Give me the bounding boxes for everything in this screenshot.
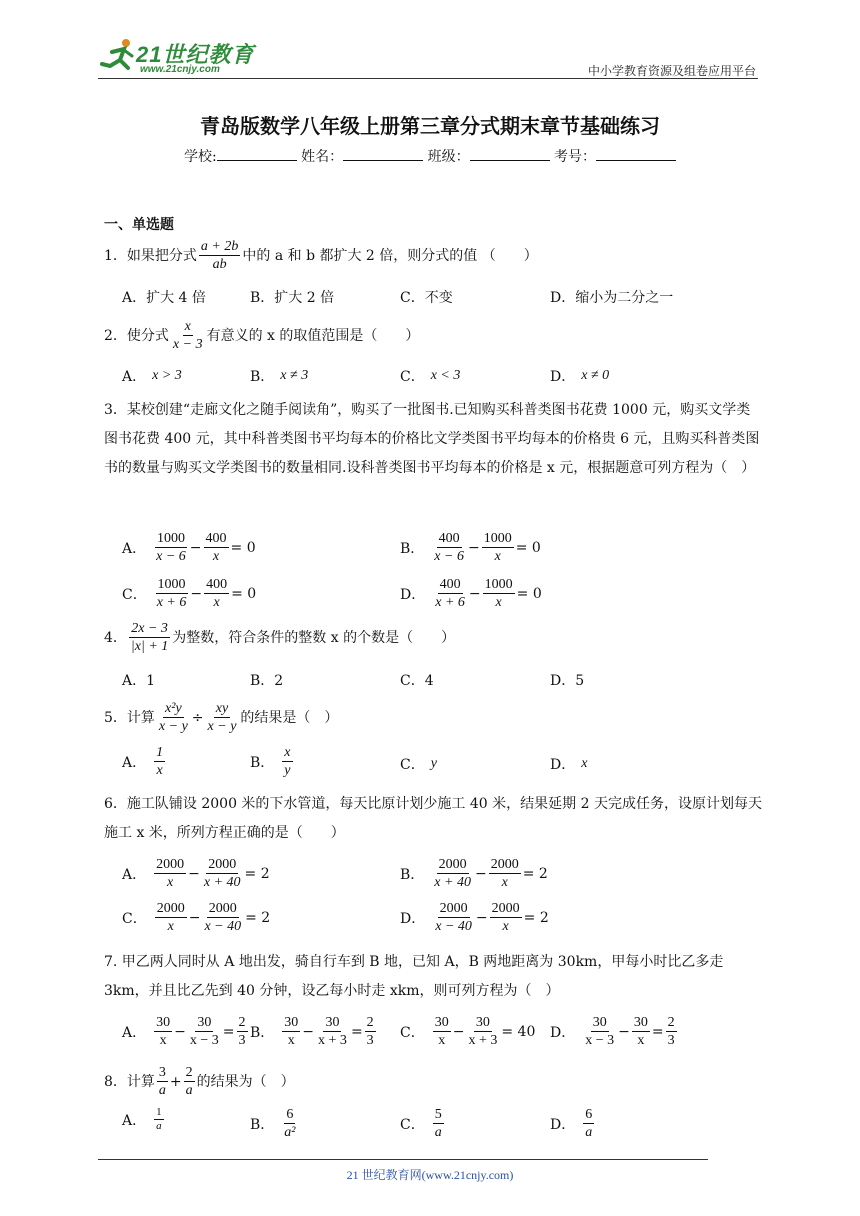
q4-fraction: $\frac{2x - 3}{|x| + 1}$ <box>130 621 169 654</box>
q5-option-a[interactable]: A． $\frac{1}{x}$ <box>122 745 164 778</box>
exam-no-blank[interactable] <box>596 146 676 161</box>
q3-option-b[interactable]: B． $\frac{400}{x - 6}$ − $\frac{1000}{x}$ = 0 <box>400 531 541 564</box>
page-title: 青岛版数学八年级上册第三章分式期末章节基础练习 <box>200 114 660 138</box>
student-info-line <box>0 146 860 166</box>
section-heading: 一、单选题 <box>104 217 174 233</box>
q5-option-d[interactable]: D． x <box>550 756 588 773</box>
logo-url: www.21cnjy.com <box>140 64 220 75</box>
q8-option-b[interactable]: B． $\frac{6}{\text{a²}}$ <box>250 1107 296 1140</box>
logo <box>98 34 258 78</box>
class-blank[interactable] <box>470 146 550 161</box>
school-blank[interactable] <box>217 146 297 161</box>
q1-option-b[interactable]: B．扩大 2 倍 <box>250 290 335 306</box>
question-6: 6．施工队铺设 2000 米的下水管道，每天比原计划少施工 40 米，结果延期 2 天完成任务，设原计划每天施工 x 米，所列方程正确的是（ ） <box>104 796 762 841</box>
q2-option-b[interactable]: B． x ≠ 3 <box>250 368 309 385</box>
q7-option-b[interactable]: B． $\frac{30}{x}$ − $\frac{30}{x + 3}$ = $\frac{2}{3}$ <box>250 1015 374 1048</box>
q4-option-c[interactable]: C．4 <box>400 673 434 689</box>
name-label: 姓名： <box>301 149 344 165</box>
question-4: 4． $\frac{2x - 3}{|x| + 1}$ 为整数，符合条件的整数 x 的个数是（ ） <box>104 621 456 654</box>
q1-option-c[interactable]: C．不变 <box>400 290 453 306</box>
q7-option-d[interactable]: D． $\frac{30}{x - 3}$ − $\frac{30}{x}$ = $\frac{2}{3}$ <box>550 1015 675 1048</box>
q3-option-a[interactable]: A． $\frac{1000}{x - 6}$ − $\frac{400}{x}$ = 0 <box>122 531 256 564</box>
q1-option-d[interactable]: D．缩小为二分之一 <box>550 290 674 306</box>
q4-option-b[interactable]: B．2 <box>250 673 284 689</box>
q8-option-c[interactable]: C． $\frac{5}{a}$ <box>400 1107 442 1140</box>
footer-text[interactable]: 21 世纪教育网(www.21cnjy.com) <box>346 1168 514 1182</box>
q7-option-c[interactable]: C． $\frac{30}{x}$ − $\frac{30}{x + 3}$ = 40 <box>400 1015 536 1048</box>
q6-option-d[interactable]: D． $\frac{2000}{x - 40}$ − $\frac{2000}{x}$ = 2 <box>400 901 549 934</box>
q8-option-d[interactable]: D． $\frac{6}{a}$ <box>550 1107 593 1140</box>
q4-option-d[interactable]: D．5 <box>550 673 585 689</box>
question-3: 3．某校创建“走廊文化之随手阅读角”，购买了一批图书.已知购买科普类图书花费 1000 元，购买文学类图书花费 400 元，其中科普类图书平均每本的价格比文学类图书平均每本的价格贵 6 元，且购买科普类图书的数量与购买文学类图书的数量相同.设科普类图书平均每本的价格是 x 元，根据题意可列方程为（ ） <box>104 402 760 476</box>
q8-option-a[interactable]: A． $\frac{1}{a}$ <box>122 1106 162 1132</box>
q1-option-a[interactable]: A．扩大 4 倍 <box>122 290 206 306</box>
name-blank[interactable] <box>343 146 423 161</box>
footer-rule <box>98 1159 708 1160</box>
q2-option-d[interactable]: D． x ≠ 0 <box>550 368 610 385</box>
q5-option-b[interactable]: B． $\frac{x}{y}$ <box>250 745 291 778</box>
q2-option-c[interactable]: C． x < 3 <box>400 368 461 385</box>
school-label: 学校: <box>183 149 217 165</box>
platform-name: 中小学教育资源及组卷应用平台 <box>587 64 756 78</box>
q6-option-a[interactable]: A． $\frac{2000}{x}$ − $\frac{2000}{x + 40}$ = 2 <box>122 857 270 890</box>
question-8: 8．计算 $\frac{3}{a}$ + $\frac{2}{a}$ 的结果为（ ） <box>104 1065 295 1098</box>
question-1: 1．如果把分式 $\frac{a + 2b}{ab}$ 中的 a 和 b 都扩大 2 倍，则分式的值 （ ） <box>104 239 538 272</box>
question-5: 5．计算 $\frac{\text{x²y}}{x - y}$ ÷ $\frac{xy}{x - y}$ 的结果是（ ） <box>104 701 339 734</box>
q6-option-c[interactable]: C． $\frac{2000}{x}$ − $\frac{2000}{x - 40}$ = 2 <box>122 901 271 934</box>
q4-option-a[interactable]: A．1 <box>122 673 156 689</box>
question-2: 2．使分式 $\frac{x}{x - 3}$ 有意义的 x 的取值范围是（ ） <box>104 319 420 352</box>
q2-fraction: $\frac{x}{x - 3}$ <box>172 319 203 352</box>
question-7: 7. 甲乙两人同时从 A 地出发，骑自行车到 B 地，已知 A，B 两地距离为 30km，甲每小时比乙多走 3km，并且比乙先到 40 分钟，设乙每小时走 xkm，则可列方程为（ ） <box>104 954 724 999</box>
logo-text: 21世纪教育 <box>136 42 255 67</box>
q1-fraction: $\frac{a + 2b}{ab}$ <box>200 239 239 272</box>
q7-option-a[interactable]: A． $\frac{30}{x}$ − $\frac{30}{x - 3}$ = $\frac{2}{3}$ <box>122 1015 246 1048</box>
q3-option-c[interactable]: C． $\frac{1000}{x + 6}$ − $\frac{400}{x}$ = 0 <box>122 577 257 610</box>
q6-option-b[interactable]: B． $\frac{2000}{x + 40}$ − $\frac{2000}{x}$ = 2 <box>400 857 548 890</box>
class-label: 班级： <box>427 149 470 165</box>
exam-no-label: 考号： <box>554 149 597 165</box>
runner-logo-icon <box>98 36 138 76</box>
header-rule <box>98 78 758 79</box>
q5-option-c[interactable]: C． y <box>400 756 437 773</box>
q2-option-a[interactable]: A． x > 3 <box>122 368 182 385</box>
q3-option-d[interactable]: D． $\frac{400}{x + 6}$ − $\frac{1000}{x}$ = 0 <box>400 577 542 610</box>
